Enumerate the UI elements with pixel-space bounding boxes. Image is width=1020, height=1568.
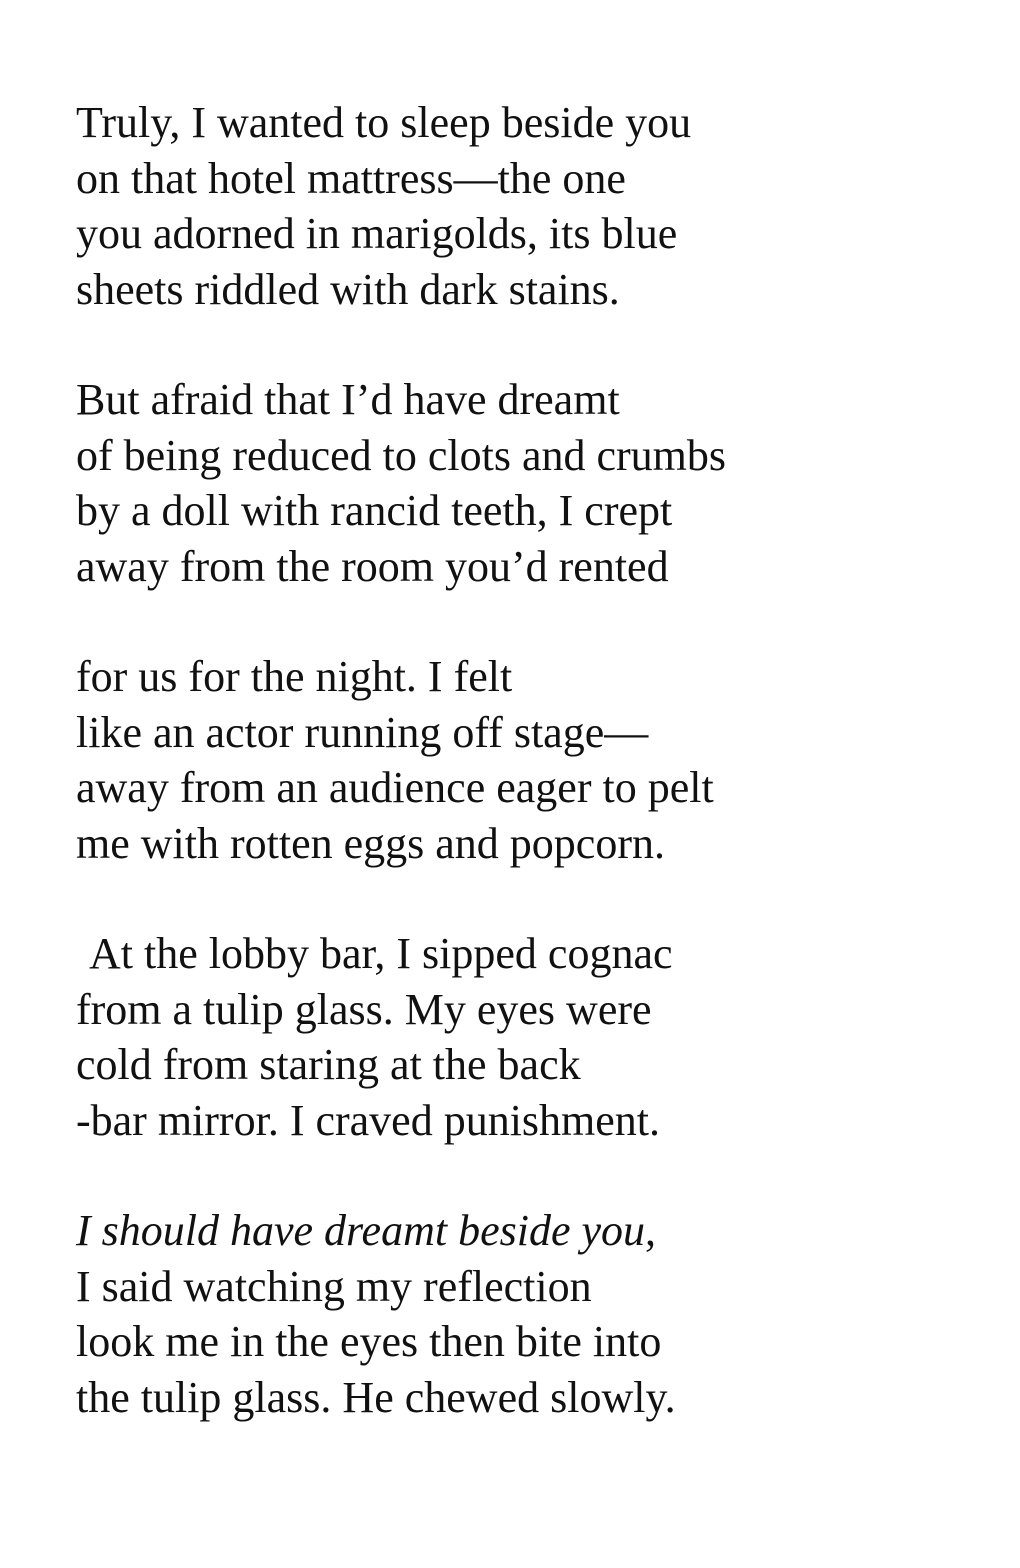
poem-line: from a tulip glass. My eyes were — [76, 984, 652, 1034]
stanza-2 — [76, 372, 976, 594]
quote-comma: , — [645, 1206, 657, 1255]
poem-line: like an actor running off stage— — [76, 707, 649, 757]
poem-line — [76, 1203, 976, 1259]
stanza-5 — [76, 1203, 976, 1425]
poem-line: cold from staring at the back — [76, 1040, 581, 1089]
poem-line: But afraid that I’d have dreamt — [76, 375, 620, 424]
poem-line: the tulip glass. He chewed slowly. — [76, 1372, 676, 1422]
poem-line: of being reduced to clots and crumbs — [76, 430, 727, 480]
poem-line: me with rotten eggs and popcorn. — [76, 818, 665, 868]
poem-line: you adorned in marigolds, its blue — [76, 209, 678, 258]
poem-line: on that hotel mattress—the one — [76, 153, 626, 203]
poem-line: sheets riddled with dark stains. — [76, 264, 620, 314]
poem-line: Truly, I wanted to sleep beside you — [76, 98, 692, 147]
poem-line: for us for the night. I felt — [76, 652, 513, 701]
poem-line: At the lobby bar, I sipped cognac — [89, 929, 673, 978]
poem-line: by a doll with rancid teeth, I crept — [76, 486, 673, 535]
poem-line: -bar mirror. I craved punishment. — [76, 1095, 661, 1145]
stanza-3 — [76, 649, 976, 871]
poem-line: I said watching my reflection — [76, 1261, 592, 1311]
italic-quote: I should have dreamt beside you — [76, 1206, 646, 1255]
stanza-1 — [76, 95, 976, 317]
poem-line: look me in the eyes then bite into — [76, 1317, 662, 1366]
stanza-4 — [76, 926, 976, 1148]
poem-line: away from an audience eager to pelt — [76, 763, 714, 812]
poem-line: away from the room you’d rented — [76, 541, 669, 591]
poem — [76, 95, 976, 1480]
